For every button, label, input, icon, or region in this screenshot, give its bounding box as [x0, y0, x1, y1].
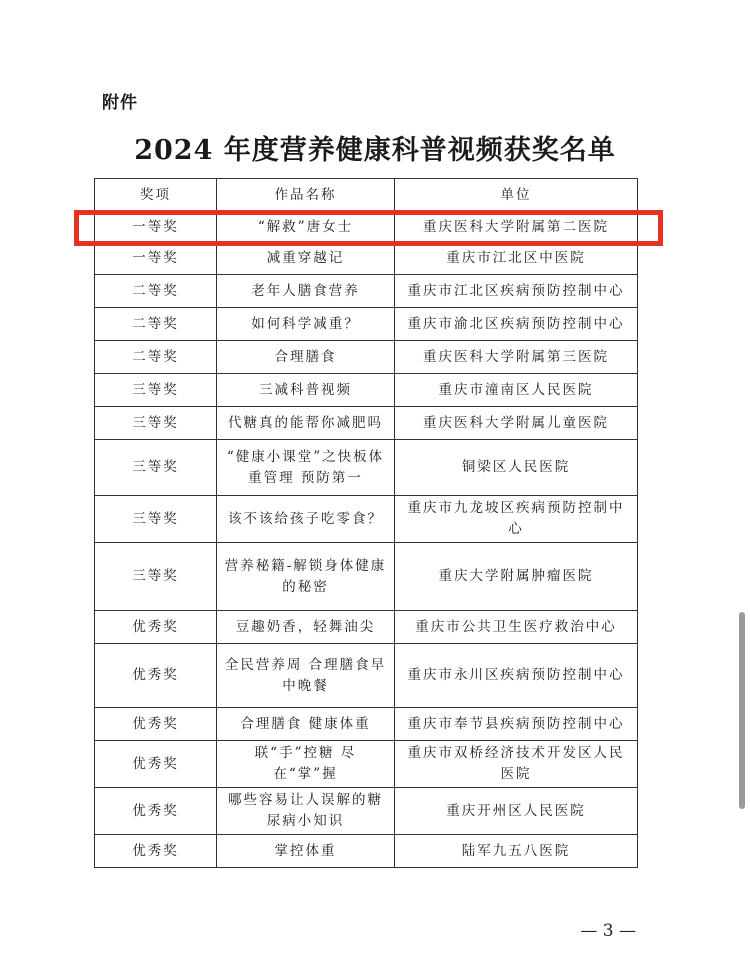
- award-cell: 二等奖: [95, 275, 217, 308]
- work-title-cell: “健康小课堂”之快板体重管理 预防第一: [217, 440, 395, 496]
- award-cell: 三等奖: [95, 440, 217, 496]
- work-title-cell: 全民营养周 合理膳食早中晚餐: [217, 644, 395, 708]
- highlight-box: [74, 210, 663, 246]
- table-row: [95, 440, 638, 496]
- table-row: [95, 543, 638, 611]
- awards-table: [94, 178, 638, 868]
- unit-cell: 重庆市渝北区疾病预防控制中心: [395, 308, 638, 341]
- work-title-cell: 如何科学减重？: [217, 308, 395, 341]
- unit-cell: 重庆市江北区疾病预防控制中心: [395, 275, 638, 308]
- award-cell: 三等奖: [95, 496, 217, 543]
- work-title-cell: 哪些容易让人误解的糖尿病小知识: [217, 788, 395, 835]
- table-row: [95, 275, 638, 308]
- work-title-cell: “解救”唐女士: [217, 213, 395, 242]
- unit-cell: 重庆市奉节县疾病预防控制中心: [395, 708, 638, 741]
- work-title-cell: 联“手”控糖 尽在“掌”握: [217, 741, 395, 788]
- header-award: 奖项: [95, 179, 217, 213]
- award-cell: 一等奖: [95, 242, 217, 275]
- award-cell: 优秀奖: [95, 708, 217, 741]
- page-number: — 3 —: [580, 921, 636, 941]
- table-row: [95, 835, 638, 868]
- unit-cell: 重庆医科大学附属第三医院: [395, 341, 638, 374]
- header-work: 作品名称: [217, 179, 395, 213]
- award-cell: 优秀奖: [95, 611, 217, 644]
- award-cell: 优秀奖: [95, 644, 217, 708]
- table-row: [95, 788, 638, 835]
- work-title-cell: 代糖真的能帮你减肥吗: [217, 407, 395, 440]
- work-title-cell: 合理膳食 健康体重: [217, 708, 395, 741]
- table-row: [95, 741, 638, 788]
- award-cell: 三等奖: [95, 407, 217, 440]
- award-cell: 一等奖: [95, 213, 217, 242]
- table-row: [95, 341, 638, 374]
- work-title-cell: 合理膳食: [217, 341, 395, 374]
- work-title-cell: 营养秘籍-解锁身体健康的秘密: [217, 543, 395, 611]
- award-cell: 三等奖: [95, 374, 217, 407]
- unit-cell: 重庆医科大学附属儿童医院: [395, 407, 638, 440]
- award-cell: 优秀奖: [95, 835, 217, 868]
- work-title-cell: 三减科普视频: [217, 374, 395, 407]
- table-row: [95, 708, 638, 741]
- table-row: [95, 407, 638, 440]
- unit-cell: 重庆市九龙坡区疾病预防控制中心: [395, 496, 638, 543]
- work-title-cell: 该不该给孩子吃零食？: [217, 496, 395, 543]
- work-title-cell: 老年人膳食营养: [217, 275, 395, 308]
- header-unit: 单位: [395, 179, 638, 213]
- award-cell: 优秀奖: [95, 741, 217, 788]
- table-row: [95, 242, 638, 275]
- unit-cell: 重庆市潼南区人民医院: [395, 374, 638, 407]
- table-row: [95, 308, 638, 341]
- award-cell: 优秀奖: [95, 788, 217, 835]
- unit-cell: 重庆市公共卫生医疗救治中心: [395, 611, 638, 644]
- unit-cell: 重庆医科大学附属第二医院: [395, 213, 638, 242]
- work-title-cell: 掌控体重: [217, 835, 395, 868]
- table-row: [95, 374, 638, 407]
- unit-cell: 重庆市江北区中医院: [395, 242, 638, 275]
- award-cell: 三等奖: [95, 543, 217, 611]
- table-header-row: [95, 179, 638, 213]
- award-cell: 二等奖: [95, 341, 217, 374]
- unit-cell: 铜梁区人民医院: [395, 440, 638, 496]
- unit-cell: 重庆市双桥经济技术开发区人民医院: [395, 741, 638, 788]
- document-title: 2024 年度营养健康科普视频获奖名单: [134, 135, 616, 166]
- table-row: [95, 611, 638, 644]
- unit-cell: 陆军九五八医院: [395, 835, 638, 868]
- table-row: [95, 644, 638, 708]
- unit-cell: 重庆开州区人民医院: [395, 788, 638, 835]
- work-title-cell: 减重穿越记: [217, 242, 395, 275]
- unit-cell: 重庆市永川区疾病预防控制中心: [395, 644, 638, 708]
- work-title-cell: 豆趣奶香，轻舞油尖: [217, 611, 395, 644]
- unit-cell: 重庆大学附属肿瘤医院: [395, 543, 638, 611]
- table-row: [95, 496, 638, 543]
- attachment-label: 附件: [102, 93, 138, 113]
- award-cell: 二等奖: [95, 308, 217, 341]
- scrollbar-thumb[interactable]: [739, 612, 745, 809]
